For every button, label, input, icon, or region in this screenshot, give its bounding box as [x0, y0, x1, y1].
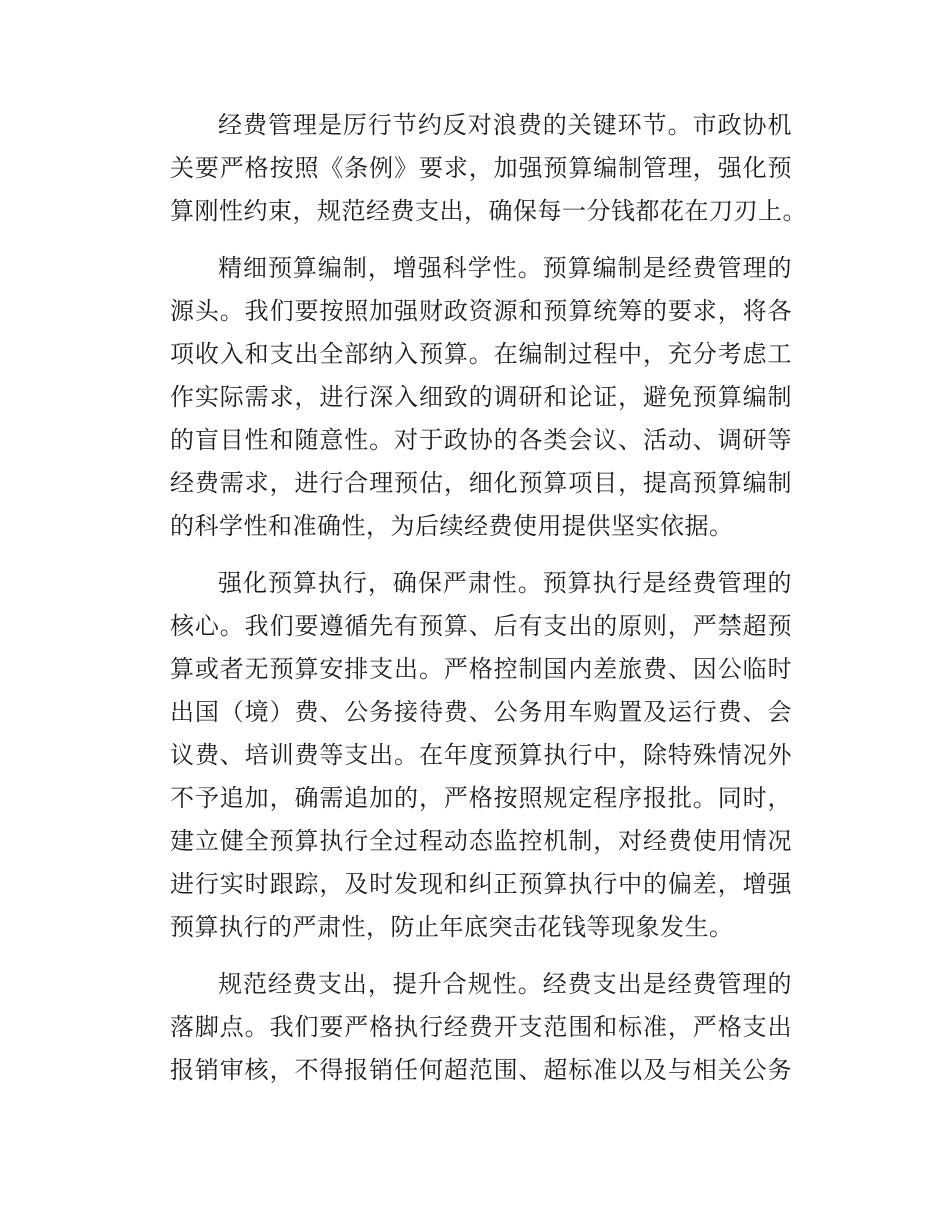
- paragraph: [170, 964, 792, 1093]
- text-line: 出国（境）费、公务接待费、公务用车购置及运行费、会: [170, 700, 792, 726]
- text-line: 的科学性和准确性，为后续经费使用提供坚实依据。: [170, 514, 734, 540]
- text-line: 不予追加，确需追加的，严格按照规定程序报批。同时，: [170, 786, 792, 812]
- text-line: 算刚性约束，规范经费支出，确保每一分钱都花在刀刃上。: [170, 199, 807, 225]
- text-line: 经费需求，进行合理预估，细化预算项目，提高预算编制: [170, 471, 792, 497]
- text-line: 经费管理是厉行节约反对浪费的关键环节。市政协机: [218, 113, 792, 139]
- text-line: 的盲目性和随意性。对于政协的各类会议、活动、调研等: [170, 428, 792, 454]
- text-line: 预算执行的严肃性，防止年底突击花钱等现象发生。: [170, 915, 734, 941]
- text-line: 议费、培训费等支出。在年度预算执行中，除特殊情况外: [170, 743, 792, 769]
- paragraph: [170, 248, 792, 549]
- text-line: 进行实时跟踪，及时发现和纠正预算执行中的偏差，增强: [170, 872, 792, 898]
- text-line: 算或者无预算安排支出。严格控制国内差旅费、因公临时: [170, 657, 792, 683]
- text-line: 作实际需求，进行深入细致的调研和论证，避免预算编制: [170, 385, 792, 411]
- text-line: 项收入和支出全部纳入预算。在编制过程中，充分考虑工: [170, 342, 792, 368]
- text-line: 建立健全预算执行全过程动态监控机制，对经费使用情况: [170, 829, 792, 855]
- text-line: 报销审核，不得报销任何超范围、超标准以及与相关公务: [170, 1058, 792, 1084]
- paragraph: [170, 563, 792, 950]
- text-line: 规范经费支出，提升合规性。经费支出是经费管理的: [218, 972, 792, 998]
- text-line: 核心。我们要遵循先有预算、后有支出的原则，严禁超预: [170, 614, 792, 640]
- text-line: 落脚点。我们要严格执行经费开支范围和标准，严格支出: [170, 1015, 792, 1041]
- document-page: [170, 105, 807, 1107]
- text-line: 精细预算编制，增强科学性。预算编制是经费管理的: [218, 256, 792, 282]
- text-line: 源头。我们要按照加强财政资源和预算统筹的要求，将各: [170, 299, 792, 325]
- paragraph: [170, 105, 807, 234]
- text-line: 关要严格按照《条例》要求，加强预算编制管理，强化预: [170, 156, 792, 182]
- text-line: 强化预算执行，确保严肃性。预算执行是经费管理的: [218, 571, 792, 597]
